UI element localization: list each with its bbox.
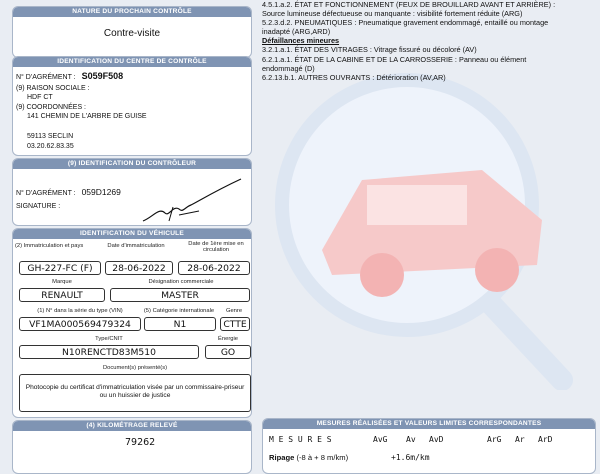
defaillance-line: 3.2.1.a.1. ÉTAT DES VITRAGES : Vitrage fissuré ou décoloré (AV) xyxy=(262,45,477,55)
next-control-panel xyxy=(12,6,252,58)
date-1ere-label: Date de 1ère mise en circulation xyxy=(188,241,244,253)
vin-value: VF1MA000569479324 xyxy=(19,317,141,331)
defaillance-line: 6.2.1.a.1. ÉTAT DE LA CABINE ET DE LA CARROSSERIE : Panneau ou élément xyxy=(262,54,527,64)
centre-agrement-label: N° D'AGRÉMENT : xyxy=(16,74,76,81)
immat-label: (2) Immatriculation et pays xyxy=(15,243,84,249)
categorie-label: (5) Catégorie internationale xyxy=(143,308,215,314)
energie-value: GO xyxy=(205,345,251,359)
mileage-panel xyxy=(12,420,252,474)
ripage-label: Ripage xyxy=(269,453,295,462)
designation-label: Désignation commerciale xyxy=(148,279,214,285)
measure-col-header: ArD xyxy=(538,435,553,444)
centre-agrement-value: S059F508 xyxy=(81,71,124,81)
centre-raison-value: HDF CT xyxy=(27,94,53,101)
watermark-car-magnifier-icon xyxy=(262,60,600,390)
controleur-agrement-value: 059D1269 xyxy=(81,187,121,197)
defaillance-line: 4.5.1.a.2. ÉTAT ET FONCTIONNEMENT (FEUX DE BROUILLARD AVANT ET ARRIÈRE) : xyxy=(262,0,556,9)
date-immat-label: Date d'immatriculation xyxy=(107,243,165,249)
centre-panel xyxy=(12,56,252,156)
centre-raison-label: (9) RAISON SOCIALE : xyxy=(16,85,90,92)
defaillance-line: 6.2.13.b.1. AUTRES OUVRANTS : Détérioration (AV,AR) xyxy=(262,72,446,82)
centre-header: IDENTIFICATION DU CENTRE DE CONTRÔLE xyxy=(13,57,251,67)
centre-phone: 03.20.62.83.35 xyxy=(27,143,74,150)
defaillance-line: Source lumineuse défectueuse ou manquante : visibilité fortement réduite (ARG) xyxy=(262,9,523,19)
measure-col-header: Ar xyxy=(515,435,525,444)
vin-label: (1) N° dans la série du type (VIN) xyxy=(37,308,123,314)
measures-header: MESURES RÉALISÉES ET VALEURS LIMITES CORRESPONDANTES xyxy=(263,419,595,429)
controleur-signature-label: SIGNATURE : xyxy=(16,203,61,210)
type-label: Type/CNIT xyxy=(95,336,123,342)
date-1ere-value: 28-06-2022 xyxy=(178,261,250,275)
defaillances-list xyxy=(262,0,596,82)
measure-col-header: AvD xyxy=(429,435,444,444)
mileage-header: (4) KILOMÉTRAGE RELEVÉ xyxy=(13,421,251,431)
centre-coord-label: (9) COORDONNÉES : xyxy=(16,104,87,111)
date-immat-value: 28-06-2022 xyxy=(105,261,173,275)
measures-panel xyxy=(262,418,596,474)
centre-address2: 59113 SECLIN xyxy=(27,133,74,140)
ripage-value: +1.6m/km xyxy=(391,453,430,462)
genre-label: Genre xyxy=(225,308,243,314)
defaillance-line: endommagé (D) xyxy=(262,63,315,73)
measure-col-header: Av xyxy=(406,435,416,444)
defaillance-line: 5.2.3.d.2. PNEUMATIQUES : Pneumatique gravement endommagé, entaillé ou montage xyxy=(262,18,549,28)
vehicle-panel xyxy=(12,228,252,418)
controleur-agrement-label: N° D'AGRÉMENT : xyxy=(16,190,76,197)
measure-col-header: AvG xyxy=(373,435,388,444)
next-control-header: NATURE DU PROCHAIN CONTRÔLE xyxy=(13,7,251,17)
energie-label: Énergie xyxy=(218,336,238,342)
defaillances-heading: Défaillances mineures xyxy=(262,36,340,46)
measures-title: M E S U R E S xyxy=(269,435,332,444)
marque-label: Marque xyxy=(52,279,72,285)
genre-value: CTTE xyxy=(220,317,250,331)
documents-label: Document(s) présenté(s) xyxy=(102,365,168,371)
documents-value: Photocopie du certificat d'immatriculation visée par un commissaire-priseur ou un huissier de justice xyxy=(19,374,251,412)
categorie-value: N1 xyxy=(144,317,216,331)
ripage-range: (-8 à + 8 m/km) xyxy=(296,453,349,462)
measure-col-header: ArG xyxy=(487,435,502,444)
mileage-value: 79262 xyxy=(125,437,156,448)
handwritten-signature xyxy=(139,177,251,225)
centre-address1: 141 CHEMIN DE L'ARBRE DE GUISE xyxy=(27,113,147,120)
designation-value: MASTER xyxy=(110,288,250,302)
vehicle-header: IDENTIFICATION DU VÉHICULE xyxy=(13,229,251,239)
next-control-value: Contre-visite xyxy=(103,28,161,39)
type-value: N10RENCTD83M510 xyxy=(19,345,199,359)
controleur-panel xyxy=(12,158,252,226)
immat-value: GH-227-FC (F) xyxy=(19,261,101,275)
defaillance-line: inadapté (ARG,ARD) xyxy=(262,27,331,37)
marque-value: RENAULT xyxy=(19,288,105,302)
controleur-header: (9) IDENTIFICATION DU CONTRÔLEUR xyxy=(13,159,251,169)
